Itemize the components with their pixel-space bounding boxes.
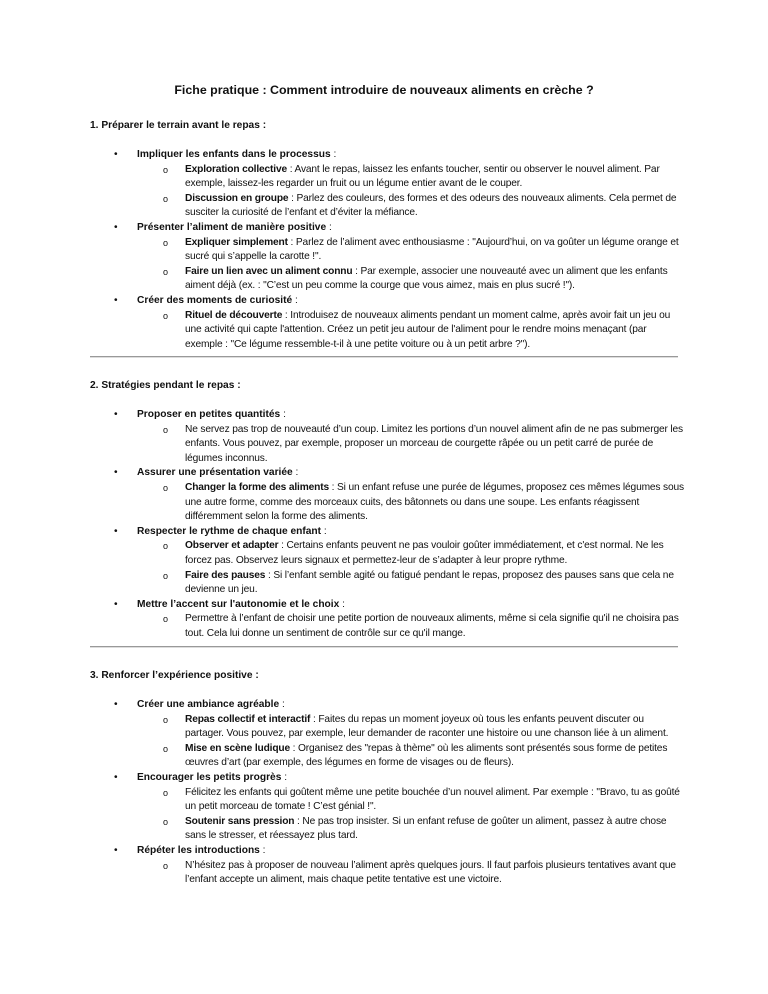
circle-bullet-icon: o bbox=[163, 743, 168, 754]
bullet-list bbox=[90, 698, 690, 888]
circle-bullet-icon: o bbox=[163, 787, 168, 798]
item-title: Présenter l’aliment de manière positive bbox=[137, 221, 327, 233]
sub-item-text: : Parlez de l’aliment avec enthousiasme : "Aujourd’hui, on va goûter un légume orange et sucré qui s’appelle la carotte !". bbox=[185, 236, 679, 263]
item-title: Mettre l’accent sur l'autonomie et le choix bbox=[137, 598, 340, 610]
sub-list-item bbox=[137, 265, 685, 294]
sub-item-text: : Ne pas trop insister. Si un enfant refuse de goûter un aliment, passez à autre chose sans le stresser, et réessayez plus tard. bbox=[185, 815, 667, 842]
sub-list bbox=[137, 236, 690, 294]
bullet-list bbox=[90, 148, 690, 352]
item-title: Répéter les introductions bbox=[137, 844, 260, 856]
sub-item-text: Félicitez les enfants qui goûtent même une petite bouchée d’un nouvel aliment. Par exemple : "Bravo, tu as goûté un petit morceau de tomate ! C’est génial !". bbox=[185, 786, 680, 813]
sub-item-title: Exploration collective bbox=[185, 163, 288, 175]
sub-item-title: Faire un lien avec un aliment connu bbox=[185, 265, 353, 277]
sub-item-text: : Avant le repas, laissez les enfants toucher, sentir ou observer le nouvel aliment. Par exemple, laissez-les regarder un fruit ou un légume entier avant de le couper. bbox=[185, 163, 660, 190]
sub-item-text: : Parlez des couleurs, des formes et des odeurs des nouveaux aliments. Cela permet de susciter la curiosité de l’enfant et d’éviter la méfiance. bbox=[185, 192, 677, 219]
list-item bbox=[90, 844, 690, 888]
item-text: : bbox=[339, 598, 345, 610]
sub-item-title: Faire des pauses bbox=[185, 569, 266, 581]
sub-list bbox=[137, 481, 690, 525]
sub-list-item bbox=[137, 815, 685, 844]
sub-list-item bbox=[137, 859, 685, 888]
item-text: : bbox=[259, 844, 266, 856]
circle-bullet-icon: o bbox=[163, 541, 168, 552]
item-text: : bbox=[330, 149, 337, 160]
sub-item-title: Changer la forme des aliments bbox=[185, 481, 329, 493]
section-heading: 2. Stratégies pendant le repas : bbox=[90, 380, 241, 391]
document-title: Fiche pratique : Comment introduire de nouveaux aliments en crèche ? bbox=[174, 83, 594, 97]
item-text: : bbox=[280, 409, 286, 420]
list-item bbox=[90, 525, 690, 598]
sub-list-item bbox=[137, 481, 685, 525]
sub-list-item bbox=[137, 539, 685, 568]
divider bbox=[90, 646, 678, 648]
sub-item-text: : Si l’enfant semble agité ou fatigué pendant le repas, proposez des pauses sans que cela ne devienne un jeu. bbox=[185, 569, 674, 596]
sub-list bbox=[137, 539, 690, 597]
circle-bullet-icon: o bbox=[163, 266, 168, 277]
section-heading: 3. Renforcer l’expérience positive : bbox=[90, 670, 259, 681]
sub-list bbox=[137, 163, 690, 221]
bullet-icon: • bbox=[114, 221, 118, 233]
sub-item-title: Mise en scène ludique bbox=[185, 742, 290, 754]
item-title: Créer des moments de curiosité bbox=[137, 294, 293, 306]
list-item bbox=[90, 466, 690, 524]
bullet-icon: • bbox=[114, 149, 118, 160]
bullet-icon: • bbox=[114, 294, 118, 306]
sub-item-title: Expliquer simplement bbox=[185, 236, 288, 248]
sub-list-item bbox=[137, 192, 685, 221]
list-item bbox=[90, 294, 690, 352]
sub-item-title: Observer et adapter bbox=[185, 540, 279, 552]
sub-list bbox=[137, 423, 690, 467]
item-text: : bbox=[292, 467, 299, 479]
circle-bullet-icon: o bbox=[163, 164, 168, 175]
section-strategies bbox=[90, 380, 690, 642]
item-title: Impliquer les enfants dans le processus bbox=[137, 149, 331, 160]
list-item bbox=[90, 408, 690, 466]
list-item bbox=[90, 598, 690, 642]
item-text: : bbox=[279, 699, 285, 710]
sub-list-item bbox=[137, 569, 685, 598]
bullet-icon: • bbox=[114, 598, 118, 610]
section-heading: 1. Préparer le terrain avant le repas : bbox=[90, 120, 267, 131]
item-text: : bbox=[292, 294, 298, 306]
sub-item-title: Soutenir sans pression bbox=[185, 815, 295, 827]
sub-list-item bbox=[137, 423, 685, 467]
bullet-icon: • bbox=[114, 771, 118, 783]
item-title: Proposer en petites quantités bbox=[137, 409, 281, 420]
sub-item-text: : Certains enfants peuvent ne pas vouloir goûter immédiatement, et c'est normal. Ne les forcez pas. Observez leurs signaux et permettez-leur de s’adapter à leur propre rythme. bbox=[185, 540, 664, 566]
item-title: Assurer une présentation variée bbox=[137, 467, 293, 479]
circle-bullet-icon: o bbox=[163, 614, 168, 625]
item-title: Créer une ambiance agréable bbox=[137, 699, 280, 710]
sub-list bbox=[137, 786, 690, 844]
sub-item-text: : Si un enfant refuse une purée de légumes, proposez ces mêmes légumes sous une autre forme, comme des morceaux cuits, des bâtonnets ou dans une soupe. Les enfants réagissent différemment selon la forme des aliments. bbox=[185, 481, 684, 523]
item-title: Encourager les petits progrès bbox=[137, 771, 282, 783]
list-item bbox=[90, 771, 690, 844]
item-text: : bbox=[321, 525, 327, 537]
circle-bullet-icon: o bbox=[163, 310, 168, 321]
bullet-icon: • bbox=[114, 525, 118, 537]
sub-list bbox=[137, 612, 690, 641]
circle-bullet-icon: o bbox=[163, 570, 168, 581]
list-item bbox=[90, 221, 690, 294]
item-text: : bbox=[326, 221, 332, 233]
bullet-icon: • bbox=[114, 467, 118, 479]
sub-item-text: : Faites du repas un moment joyeux où tous les enfants peuvent discuter ou partager. Vous pouvez, par exemple, leur demander de raconter une histoire ou une chanson liée à un aliment. bbox=[185, 713, 669, 740]
circle-bullet-icon: o bbox=[163, 482, 168, 493]
bullet-list bbox=[90, 408, 690, 642]
sub-item-text: : Introduisez de nouveaux aliments pendant un moment calme, après avoir fait un jeu ou une activité qui capte l'attention. Créez un petit jeu autour de l'aliment pour le rendre moins menaçant (par exemple : "Ce légume ressemble-t-il à une petite voiture ou à un petit arbre ?"). bbox=[185, 309, 671, 350]
sub-list-item bbox=[137, 786, 685, 815]
sub-list-item bbox=[137, 713, 685, 742]
sub-list-item bbox=[137, 236, 685, 265]
section-renforcer bbox=[90, 670, 690, 888]
circle-bullet-icon: o bbox=[163, 237, 168, 248]
item-title: Respecter le rythme de chaque enfant bbox=[137, 525, 322, 537]
sub-list bbox=[137, 859, 690, 888]
list-item bbox=[90, 148, 690, 221]
sub-item-title: Repas collectif et interactif bbox=[185, 713, 311, 725]
sub-list-item bbox=[137, 742, 685, 771]
sub-item-text: Permettre à l’enfant de choisir une petite portion de nouveaux aliments, même si cela signifie qu'il ne choisira pas tout. Cela lui donne un sentiment de contrôle sur ce qu'il mange. bbox=[185, 613, 679, 639]
bullet-icon: • bbox=[114, 409, 118, 420]
section-preparer bbox=[90, 120, 690, 352]
sub-list bbox=[137, 713, 690, 771]
sub-item-text: : Organisez des "repas à thème" où les aliments sont présentés sous forme de petites œuvres d’art (par exemple, des légumes en forme de visages ou de fleurs). bbox=[185, 742, 668, 769]
sub-item-text: Ne servez pas trop de nouveauté d’un coup. Limitez les portions d’un nouvel aliment afin de ne pas submerger les enfants. Vous pouvez, par exemple, proposer un morceau de courgette râpée ou un petit carré de purée de légumes inconnus. bbox=[185, 423, 683, 464]
divider bbox=[90, 356, 678, 358]
circle-bullet-icon: o bbox=[163, 714, 168, 725]
circle-bullet-icon: o bbox=[163, 424, 168, 435]
sub-item-title: Rituel de découverte bbox=[185, 309, 283, 321]
sub-item-text: : Par exemple, associer une nouveauté avec un aliment que les enfants aiment déjà (ex. : "C’est un peu comme la courge que vous aimez, mais en plus sucré !"). bbox=[185, 265, 668, 292]
bullet-icon: • bbox=[114, 844, 118, 856]
sub-list-item bbox=[137, 309, 685, 353]
circle-bullet-icon: o bbox=[163, 860, 168, 871]
list-item bbox=[90, 698, 690, 771]
sub-item-title: Discussion en groupe bbox=[185, 192, 289, 204]
circle-bullet-icon: o bbox=[163, 816, 168, 827]
sub-list bbox=[137, 309, 690, 353]
item-text: : bbox=[281, 771, 288, 783]
sub-item-text: N’hésitez pas à proposer de nouveau l’aliment après quelques jours. Il faut parfois plusieurs tentatives avant que l’enfant accepte un aliment, mais chaque petite tentative est une victoire. bbox=[185, 859, 676, 886]
circle-bullet-icon: o bbox=[163, 193, 168, 204]
bullet-icon: • bbox=[114, 699, 118, 710]
sub-list-item bbox=[137, 612, 685, 641]
sub-list-item bbox=[137, 163, 685, 192]
